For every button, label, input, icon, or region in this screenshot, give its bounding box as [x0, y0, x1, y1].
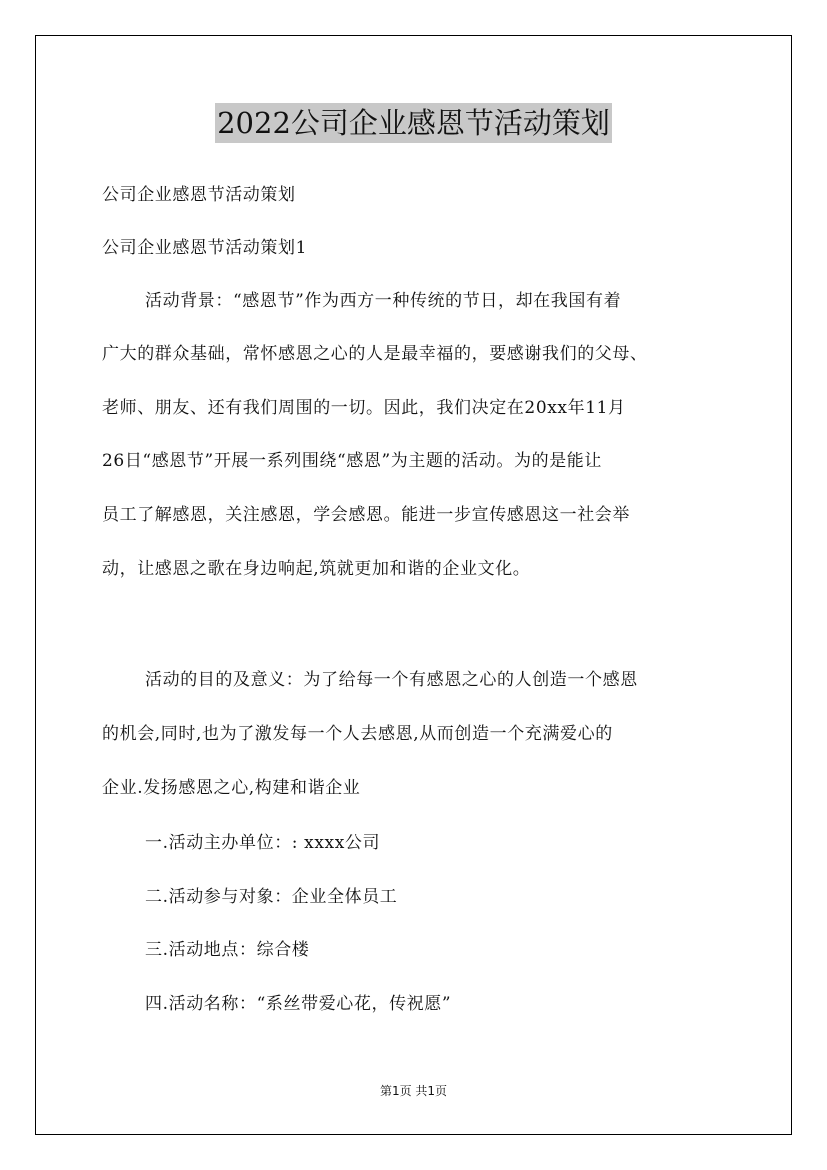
- document-title: 2022公司企业感恩节活动策划: [215, 103, 612, 143]
- paragraph-line: 员工了解感恩，关注感恩，学会感恩。能进一步宣传感恩这一社会举: [102, 505, 630, 525]
- paragraph-line: 老师、朋友、还有我们周围的一切。因此，我们决定在20xx年11月: [102, 398, 626, 418]
- list-item: 三.活动地点：综合楼: [145, 940, 310, 960]
- list-item: 二.活动参与对象：企业全体员工: [145, 887, 398, 907]
- paragraph-line: 企业.发扬感恩之心,构建和谐企业: [102, 778, 361, 798]
- subtitle-line: 公司企业感恩节活动策划: [102, 185, 296, 205]
- paragraph-line: 动，让感恩之歌在身边响起,筑就更加和谐的企业文化。: [102, 559, 531, 579]
- paragraph-line: 的机会,同时,也为了激发每一个人去感恩,从而创造一个充满爱心的: [102, 724, 613, 744]
- list-item: 四.活动名称：“系丝带爱心花，传祝愿”: [145, 994, 452, 1014]
- title-container: [0, 103, 827, 143]
- paragraph-line: 活动背景：“感恩节”作为西方一种传统的节日，却在我国有着: [145, 291, 622, 311]
- section-heading: 公司企业感恩节活动策划1: [102, 238, 308, 258]
- paragraph-line: 活动的目的及意义：为了给每一个有感恩之心的人创造一个感恩: [145, 670, 638, 690]
- list-item: 一.活动主办单位：: xxxx公司: [145, 833, 381, 853]
- paragraph-line: 广大的群众基础，常怀感恩之心的人是最幸福的，要感谢我们的父母、: [102, 344, 648, 364]
- paragraph-line: 26日“感恩节”开展一系列围绕“感恩”为主题的活动。为的是能让: [102, 451, 602, 471]
- page-footer: 第1页 共1页: [379, 1084, 448, 1098]
